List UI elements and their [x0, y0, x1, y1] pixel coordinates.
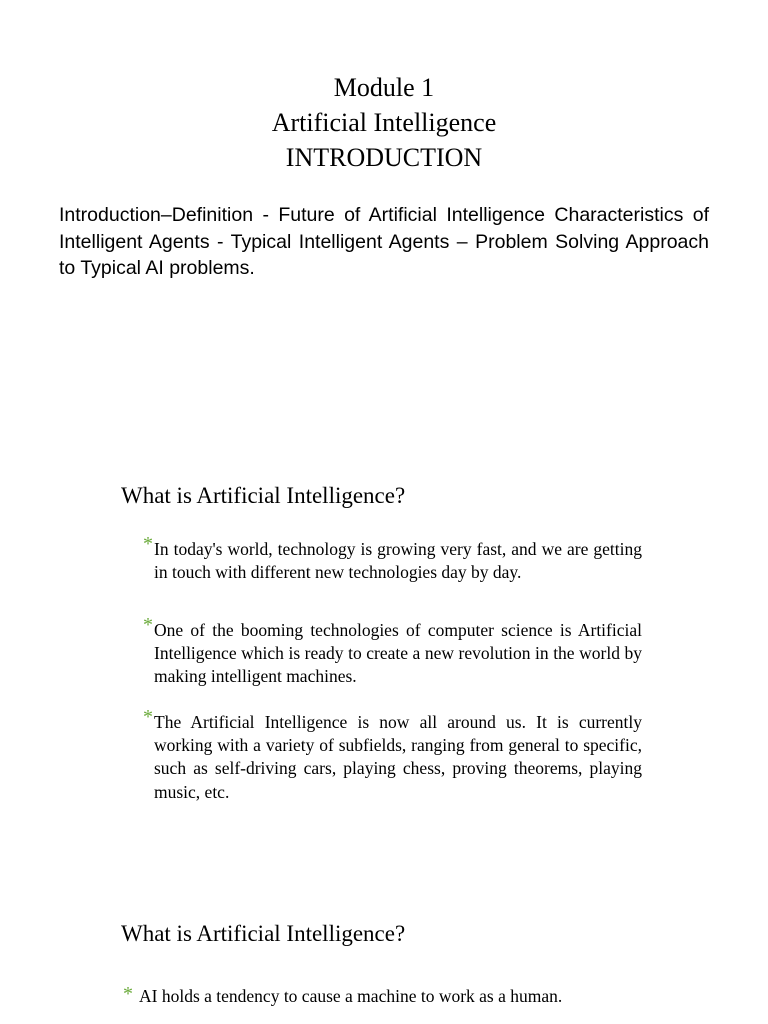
slide1-bullet-2 [143, 614, 642, 689]
bullet-star-icon: * [143, 614, 153, 636]
bullet-text: In today's world, technology is growing very fast, and we are getting in touch with different new technologies day by day. [154, 539, 642, 583]
bullet-star-icon: * [143, 533, 153, 555]
bullet-text: One of the booming technologies of computer science is Artificial Intelligence which is ready to create a new revolution in the world by making intelligent machines. [154, 620, 642, 687]
slide1-bullet-3 [143, 706, 642, 804]
intro-syllabus-paragraph: Introduction–Definition - Future of Artificial Intelligence Characteristics of Intelligent Agents - Typical Intelligent Agents – Problem Solving Approach to Typical AI problems. [59, 204, 709, 279]
slide1-bullet-1 [143, 533, 642, 584]
module-subject: Artificial Intelligence [271, 108, 497, 137]
module-section: INTRODUCTION [285, 143, 483, 172]
bullet-text: AI holds a tendency to cause a machine to work as a human. [139, 986, 563, 1006]
bullet-text: The Artificial Intelligence is now all around us. It is currently working with a variety of subfields, ranging from general to specific, such as self-driving cars, playing chess, proving theorems, playing music, etc. [154, 712, 642, 802]
bullet-star-icon: * [123, 983, 133, 1005]
module-title-block [0, 70, 768, 175]
slide2-bullet-1 [123, 985, 562, 1008]
module-number: Module 1 [333, 73, 435, 102]
slide1-heading: What is Artificial Intelligence? [121, 483, 406, 508]
slide2-heading: What is Artificial Intelligence? [121, 921, 406, 946]
bullet-star-icon: * [143, 706, 153, 728]
